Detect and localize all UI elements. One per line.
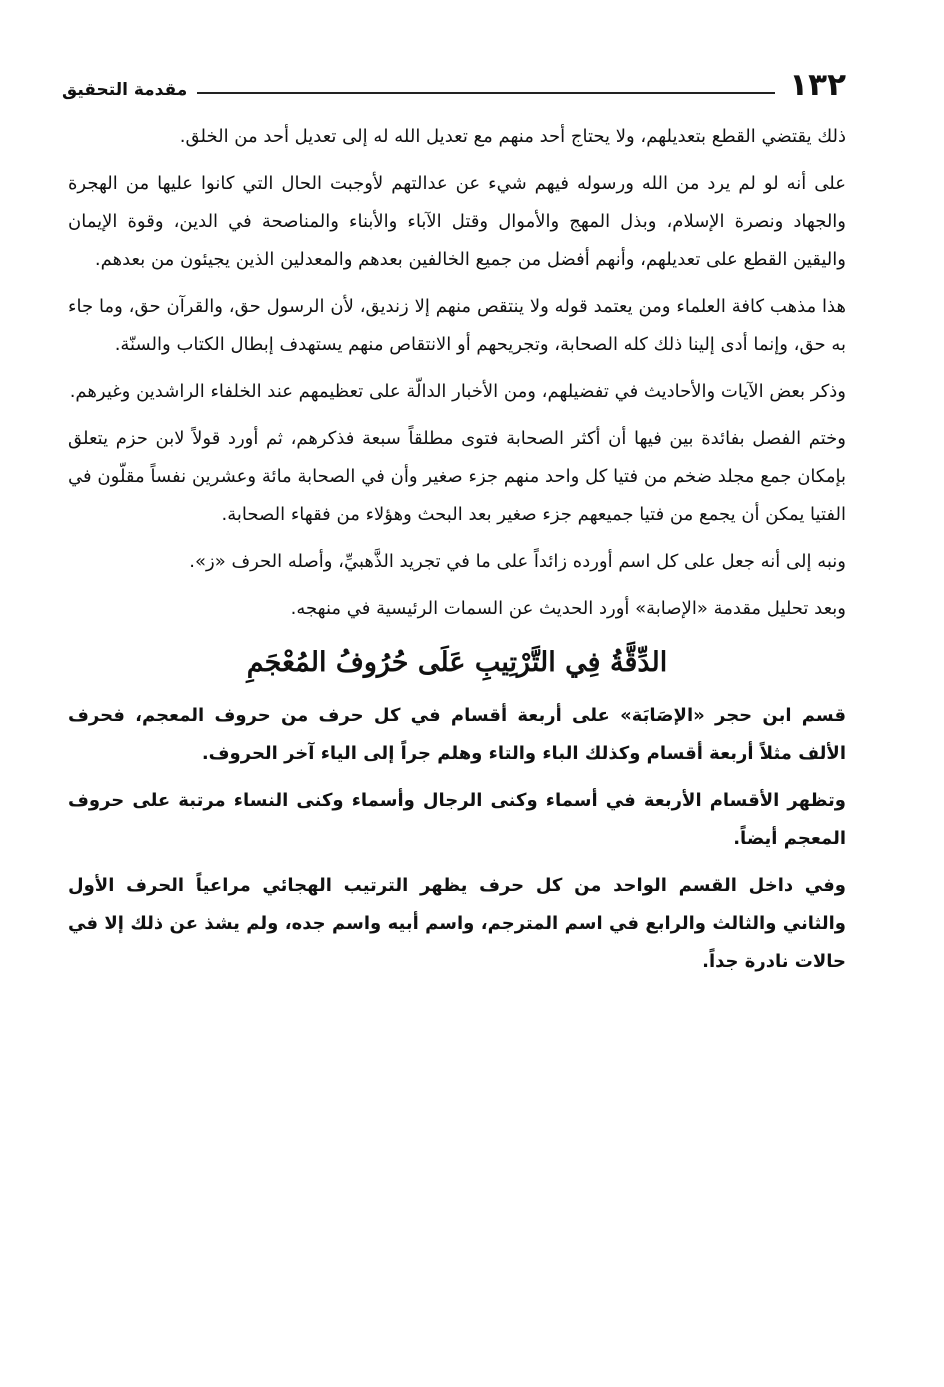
paragraph: ونبه إلى أنه جعل على كل اسم أورده زائداً على ما في تجريد الذَّهبيِّ، وأصله الحرف «ز».	[189, 551, 846, 572]
paragraph: وذكر بعض الآيات والأحاديث في تفضيلهم، ومن الأخبار الدالّة على تعظيمهم عند الخلفاء الراشدين وغيرهم.	[69, 381, 846, 402]
running-title: مقدمة التحقيق	[62, 80, 188, 100]
paragraph: وبعد تحليل مقدمة «الإصابة» أورد الحديث عن السمات الرئيسية في منهجه.	[290, 598, 846, 619]
paragraph: وختم الفصل بفائدة بين فيها أن أكثر الصحابة فتوى مطلقاً سبعة فذكرهم، ثم أورد قولاً لابن حزم يتعلق بإمكان جمع مجلد ضخم من فتيا كل واحد منهم جزء صغير وأن في الصحابة مائة وعشرين نفساً مقلّون في الفتيا يمكن أن يجمع من فتيا جميعهم جزء صغير بعد البحث وهؤلاء من فقهاء الصحابة.	[68, 428, 846, 525]
page-number: ١٣٢	[789, 67, 846, 103]
bold-paragraph: وتظهر الأقسام الأربعة في أسماء وكنى الرجال وأسماء وكنى النساء مرتبة على حروف المعجم أيضاً.	[68, 790, 846, 849]
paragraph: هذا مذهب كافة العلماء ومن يعتمد قوله ولا ينتقص منهم إلا زنديق، لأن الرسول حق، والقرآن حق، وما جاء به حق، وإنما أدى إلينا ذلك كله الصحابة، وتجريحهم أو الانتقاص منهم يستهدف إبطال الكتاب والسنّة.	[68, 296, 846, 355]
header-rule	[197, 92, 775, 94]
paragraph: على أنه لو لم يرد من الله ورسوله فيهم شيء عن عدالتهم لأوجبت الحال التي كانوا عليها من الهجرة والجهاد ونصرة الإسلام، وبذل المهج والأموال وقتل الآباء والأبناء والمناصحة في الدين، وقوة الإيمان واليقين القطع على تعديلهم، وأنهم أفضل من جميع الخالفين بعدهم والمعدلين الذين يجيئون من بعدهم.	[68, 173, 846, 270]
page-header	[62, 62, 846, 102]
section-heading: الدِّقَّةُ فِي التَّرْتِيبِ عَلَى حُرُوفُ المُعْجَمِ	[246, 647, 668, 678]
page-body	[68, 118, 846, 990]
bold-paragraph: وفي داخل القسم الواحد من كل حرف يظهر الترتيب الهجائي مراعياً الحرف الأول والثاني والثالث والرابع في اسم المترجم، واسم أبيه واسم جده، ولم يشذ عن ذلك إلا في حالات نادرة جداً.	[68, 875, 846, 972]
paragraph: ذلك يقتضي القطع بتعديلهم، ولا يحتاج أحد منهم مع تعديل الله له إلى تعديل أحد من الخلق.	[179, 126, 846, 147]
bold-paragraph: قسم ابن حجر «الإصَابَة» على أربعة أقسام في كل حرف من حروف المعجم، فحرف الألف مثلاً أربعة أقسام وكذلك الباء والتاء وهلم جراً إلى الياء آخر الحروف.	[68, 705, 846, 764]
